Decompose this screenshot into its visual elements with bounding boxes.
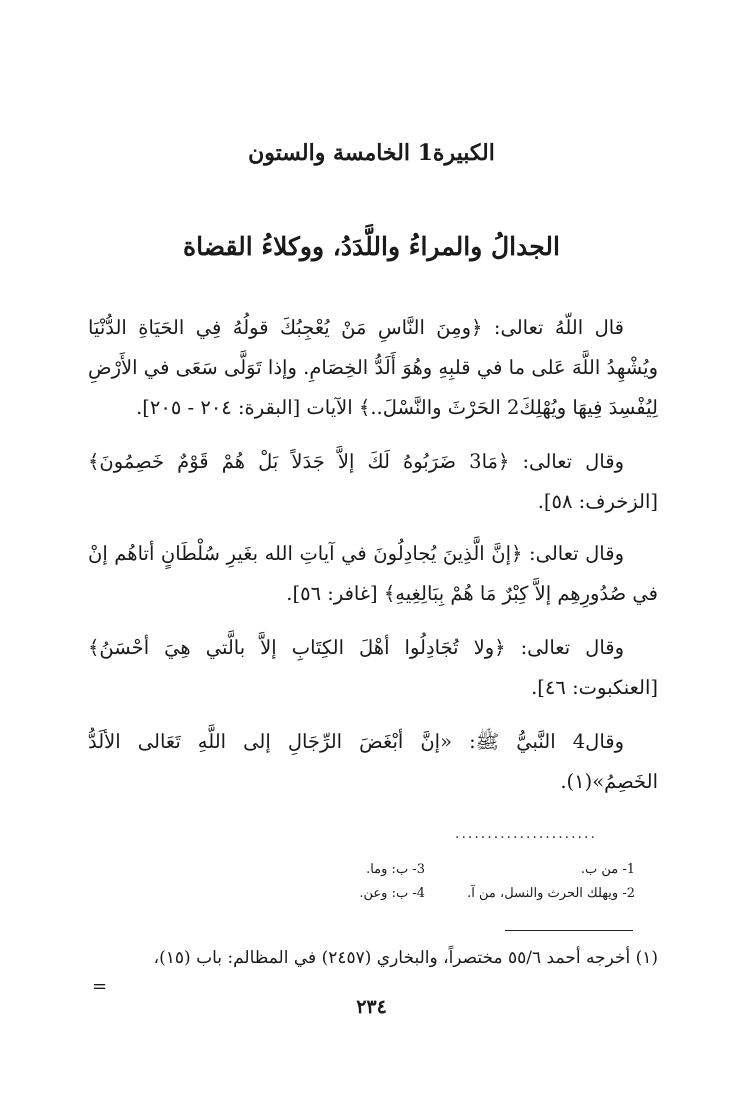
continuation-mark: =: [92, 976, 108, 997]
footnote: (١) أخرجه أحمد ٥٥/٦ مختصراً، والبخاري (٢٤٥٧) في المظالم: باب (١٥)،: [153, 948, 658, 968]
paragraph-hadith: وقال4 النَّبيُّ ﷺ: «إنَّ أبْغَضَ الرِّجَالِ إلى اللَّهِ تَعَالى الألَدُّ الخَصِمُ»(١).: [88, 730, 658, 793]
paragraph-verse-ghafir: وقال تعالى: ﴿إنَّ الَّذِينَ يُجادِلُونَ في آياتِ الله بغَيرِ سُلْطَانٍ أتاهُم إنْ في صُدُورِهِم إلاَّ كِبْرٌ مَا هُمْ بِبَالِغِيهِ﴾ [غافر: ٥٦].: [88, 542, 658, 605]
notes-row: [240, 858, 635, 882]
footnote-rule: [505, 930, 633, 931]
paragraph-verse-zukhruf: وقال تعالى: ﴿مَا3 ضَرَبُوهُ لَكَ إلاَّ جَدَلاً بَلْ هُمْ قَوْمٌ خَصِمُونَ﴾ [الزخرف: ٥٨].: [88, 450, 658, 513]
note-1: 1- من ب.: [580, 862, 635, 877]
paragraph-verse-ankabut: وقال تعالى: ﴿ولا تُجَادِلُوا أهْلَ الكِتَابِ إلاَّ بالَّتي هِيَ أحْسَنُ﴾ [العنكبوت: ٤٦].: [88, 636, 658, 699]
page-number: ٢٣٤: [356, 996, 387, 1018]
variant-notes: [240, 858, 635, 906]
body-text: [88, 308, 658, 816]
paragraph-verse-baqara: قال اللّهُ تعالى: ﴿ومِنَ النَّاسِ مَنْ يُعْجِبُكَ قولُهُ فِي الحَيَاةِ الدُّنْيَا ويُشْهِدُ اللَّهَ عَلى ما في قلبِهِ وهُوَ أَلَدُّ الخِصَامِ. وإذا تَوَلَّى سَعَى في الأَرْضِ لِيُفْسِدَ فِيهَا ويُهْلِكَ2 الحَرْثَ والنَّسْلَ..﴾ الآيات [البقرة: ٢٠٤ - ٢٠٥].: [88, 316, 658, 419]
notes-separator: ......................: [455, 826, 597, 842]
notes-row: [240, 882, 635, 906]
chapter-title: الكبيرة1 الخامسة والستون: [248, 140, 495, 166]
note-3: 3- ب: وما.: [366, 862, 425, 877]
section-title: الجدالُ والمراءُ واللَّدَدُ، ووكلاءُ القضاة: [183, 232, 560, 261]
note-4: 4- ب: وعن.: [359, 886, 425, 901]
note-2: 2- ويهلك الحرث والنسل، من آ.: [467, 886, 635, 901]
